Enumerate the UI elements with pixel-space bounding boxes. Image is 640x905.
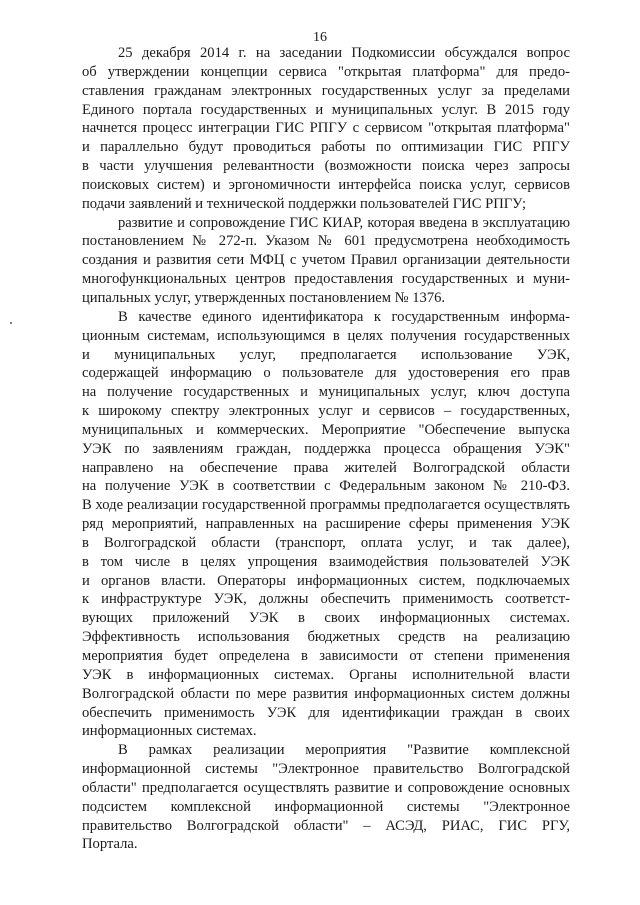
- text-line: подсистем комплексной информационной системы "Электронное: [82, 798, 570, 815]
- text-line: поисковых систем) и эргономичности интерфейса поиска услуг, сервисов: [82, 176, 570, 193]
- text-line: вующих приложений УЭК в своих информационных системах.: [82, 610, 570, 627]
- text-line: В ходе реализации государственной программы предполагается осуществлять: [82, 497, 570, 514]
- text-line: и параллельно будут проводиться работы по оптимизации ГИС РПГУ: [82, 139, 570, 156]
- text-line: об утверждении концепции сервиса "открытая платформа" для предо-: [82, 63, 570, 80]
- text-line: в части улучшения релевантности (возможности поиска через запросы: [82, 158, 570, 175]
- text-line: к широкому спектру электронных услуг и сервисов – государственных,: [82, 403, 570, 420]
- text-line: УЭК по заявлениям граждан, поддержка процесса обращения УЭК": [82, 440, 570, 457]
- text-line: в Волгоградской области (транспорт, оплата услуг, и так далее),: [82, 534, 570, 551]
- text-line: в том числе в целях упрощения взаимодействия пользователей УЭК: [82, 553, 570, 570]
- text-line: содержащей информацию о пользователе для удостоверения его прав: [82, 365, 570, 382]
- text-line: Единого портала государственных и муниципальных услуг. В 2015 году: [82, 101, 570, 118]
- text-line: направлено на обеспечение права жителей Волгоградской области: [82, 459, 570, 476]
- text-line: многофункциональных центров предоставления государственных и муни-: [82, 271, 570, 288]
- text-line: муниципальных и коммерческих. Мероприятие "Обеспечение выпуска: [82, 421, 570, 438]
- text-line: и органов власти. Операторы информационных систем, подключаемых: [82, 572, 570, 589]
- text-line: на получение государственных и муниципальных услуг, ключ доступа: [82, 384, 570, 401]
- text-line: информационных системах.: [82, 723, 257, 740]
- text-line: Эффективность использования бюджетных средств на реализацию: [82, 629, 570, 646]
- text-line: ряд мероприятий, направленных на расширение сферы применения УЭК: [82, 516, 570, 533]
- text-line: В рамках реализации мероприятия "Развитие комплексной: [118, 742, 570, 759]
- text-line: мероприятия будет определена в зависимости от степени применения: [82, 648, 570, 664]
- text-line: Портала.: [82, 836, 138, 853]
- text-line: В качестве единого идентификатора к государственным информа-: [118, 308, 570, 325]
- text-line: Волгоградской области по мере развития информационных систем должны: [82, 685, 570, 702]
- text-line: 25 декабря 2014 г. на заседании Подкомиссии обсуждался вопрос: [118, 45, 570, 61]
- body-text: [82, 44, 570, 854]
- margin-mark: [10, 322, 12, 324]
- text-line: создания и развития сети МФЦ с учетом Правил организации деятельности: [82, 252, 570, 269]
- text-line: правительство Волгоградской области" – АСЭД, РИАС, ГИС РГУ,: [82, 817, 570, 834]
- text-line: постановлением № 272-п. Указом № 601 предусмотрена необходимость: [82, 233, 570, 250]
- text-line: ционным системам, использующимся в целях получения государственных: [82, 327, 570, 344]
- text-line: ставления гражданам электронных государственных услуг за пределами: [82, 82, 570, 99]
- text-line: развитие и сопровождение ГИС КИАР, которая введена в эксплуатацию: [118, 214, 570, 231]
- text-line: на получение УЭК в соответствии с Федеральным законом № 210-ФЗ.: [82, 478, 570, 495]
- text-line: информационной системы "Электронное правительство Волгоградской: [82, 761, 570, 778]
- text-line: УЭК в информационных системах. Органы исполнительной власти: [82, 666, 570, 683]
- text-line: начнется процесс интеграции ГИС РПГУ с сервисом "открытая платформа": [82, 120, 570, 137]
- text-line: области" предполагается осуществлять развитие и сопровождение основных: [82, 779, 570, 796]
- page-number: 16: [313, 30, 327, 45]
- text-line: подачи заявлений и технической поддержки пользователей ГИС РПГУ;: [82, 195, 527, 212]
- text-line: обеспечить применимость УЭК для идентификации граждан в своих: [82, 704, 570, 721]
- text-line: к инфраструктуре УЭК, должны обеспечить применимость соответст-: [82, 591, 570, 608]
- text-line: и муниципальных услуг, предполагается использование УЭК,: [82, 346, 570, 363]
- text-line: ципальных услуг, утвержденных постановлением № 1376.: [82, 289, 446, 306]
